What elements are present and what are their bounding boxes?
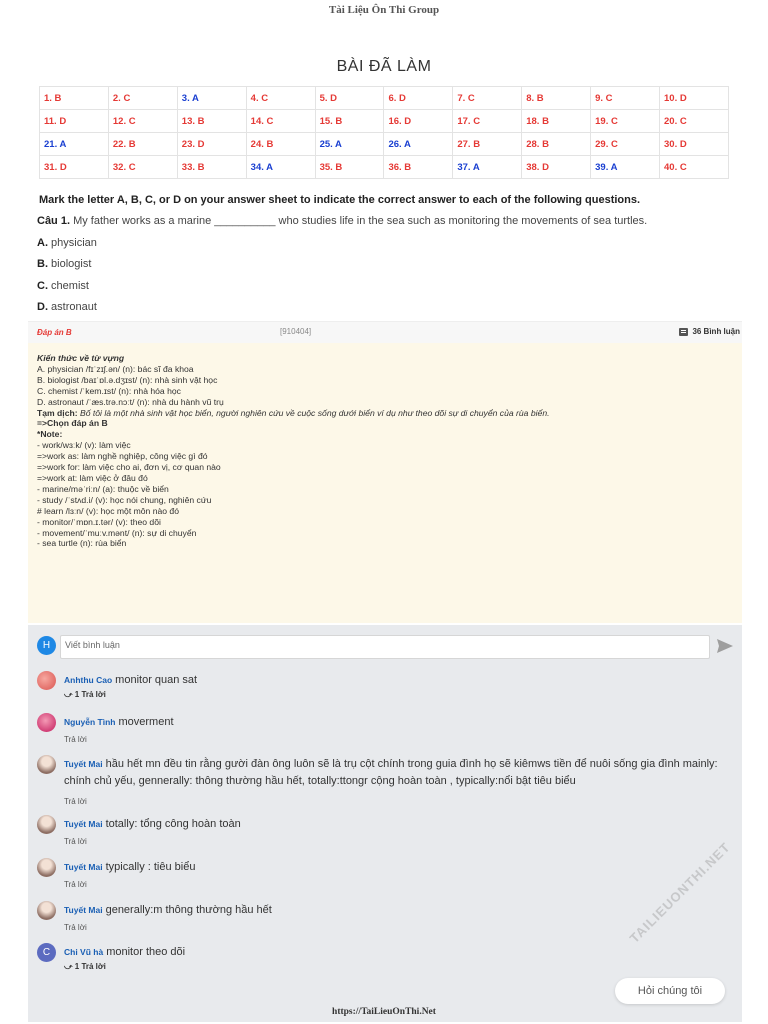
explanation-panel (28, 343, 742, 623)
answer-cell[interactable]: 17. C (453, 110, 522, 133)
explanation-line: =>Chọn đáp án B (37, 418, 108, 429)
answer-cell[interactable]: 40. C (660, 156, 729, 179)
comment-author[interactable]: Tuyết Mai (64, 862, 103, 872)
comment-line (64, 714, 734, 731)
answer-row (40, 110, 729, 133)
comment-text: monitor theo dõi (106, 946, 186, 958)
comment-line (64, 756, 734, 790)
comment-author[interactable]: Nguyễn Tình (64, 717, 116, 727)
avatar[interactable] (37, 671, 56, 690)
reply-button[interactable] (64, 923, 87, 932)
comment-line (64, 944, 734, 961)
answer-cell[interactable]: 32. C (108, 156, 177, 179)
answer-cell[interactable]: 30. D (660, 133, 729, 156)
answer-cell[interactable]: 14. C (246, 110, 315, 133)
explanation-line: - work/wɜːk/ (v): làm việc (37, 440, 131, 451)
answer-cell[interactable]: 2. C (108, 87, 177, 110)
reply-label: Trả lời (64, 797, 87, 806)
answer-cell[interactable]: 34. A (246, 156, 315, 179)
avatar[interactable] (37, 713, 56, 732)
explanation-line: B. biologist /baɪˈɒl.ə.dʒɪst/ (n): nhà sinh vật học (37, 374, 218, 385)
question-text (37, 215, 737, 227)
answer-cell[interactable]: 15. B (315, 110, 384, 133)
option-letter: C. (37, 280, 48, 292)
answer-cell[interactable]: 7. C (453, 87, 522, 110)
answer-cell[interactable]: 24. B (246, 133, 315, 156)
option-c[interactable] (37, 280, 89, 292)
answer-cell[interactable]: 36. B (384, 156, 453, 179)
answer-cell[interactable]: 28. B (522, 133, 591, 156)
avatar[interactable] (37, 755, 56, 774)
answer-row (40, 87, 729, 110)
comment-line (64, 902, 734, 919)
site-header: Tài Liệu Ôn Thi Group (328, 4, 440, 16)
answer-cell[interactable]: 20. C (660, 110, 729, 133)
translation-label: Tạm dịch: (37, 407, 78, 418)
translation-text: Bố tôi là một nhà sinh vật học biển, người nghiên cứu về cuộc sống dưới biển ví dụ như theo dõi sự di chuyển của rùa biển. (77, 407, 550, 418)
option-a[interactable] (37, 237, 97, 249)
reply-label: 1 Trả lời (74, 962, 106, 971)
question-label: Câu 1. (37, 215, 71, 227)
answer-cell[interactable]: 19. C (591, 110, 660, 133)
reply-button[interactable] (64, 837, 87, 846)
comment-input-row (37, 635, 735, 659)
answer-cell[interactable]: 31. D (40, 156, 109, 179)
comment-text: hầu hết mn đều tin rằng gười đàn ông luôn sẽ là trụ cột chính trong guia đình họ sẽ kiêmws tiền để nuôi sống gia đình mainly: chính chủ yếu, gennerally: thông thường hầu hết, totally:ttongr cộng hoàn toàn , typically:nổi bật tiêu biểu (64, 758, 718, 787)
reply-label: Trả lời (64, 880, 87, 889)
explanation-line: *Note: (37, 429, 63, 440)
option-text: physician (48, 237, 97, 249)
reply-label: Trả lời (64, 923, 87, 932)
question-id: [910404] (280, 327, 312, 336)
explanation-line: C. chemist /ˈkem.ɪst/ (n): nhà hóa học (37, 385, 181, 396)
answer-row (40, 133, 729, 156)
explanation-line: - sea turtle (n): rùa biển (37, 538, 127, 549)
comments-count-button[interactable] (679, 327, 740, 336)
comment-text: generally:m thông thường hầu hết (105, 904, 272, 916)
comment-icon (679, 328, 688, 336)
explanation-line: - monitor/ˈmɒn.ɪ.tər/ (v): theo dõi (37, 516, 161, 527)
comment-author[interactable]: Tuyết Mai (64, 759, 103, 769)
comments-count: 36 Bình luận (692, 327, 740, 336)
option-d[interactable] (37, 301, 97, 313)
comment-line (64, 859, 734, 876)
comment-text: typically : tiêu biểu (105, 861, 196, 873)
comment-input[interactable]: Viết bình luận (60, 635, 710, 659)
answer-cell[interactable]: 5. D (315, 87, 384, 110)
explanation-line: =>work for: làm việc cho ai, đơn vị, cơ quan nào (37, 462, 221, 473)
explanation-line: - study /ˈstʌd.i/ (v): học nói chung, nghiên cứu (37, 494, 212, 505)
avatar[interactable] (37, 858, 56, 877)
answer-cell[interactable]: 18. B (522, 110, 591, 133)
reply-arrow-icon: ⤻ (64, 962, 75, 971)
explanation-line: =>work as: làm nghề nghiệp, công việc gì đó (37, 451, 208, 462)
comment-author[interactable]: Chi Vũ hà (64, 947, 104, 957)
answer-cell[interactable]: 29. C (591, 133, 660, 156)
ask-us-button[interactable]: Hỏi chúng tôi (615, 978, 725, 1004)
explanation-line: =>work at: làm việc ở đâu đó (37, 472, 148, 483)
answer-cell[interactable]: 3. A (177, 87, 246, 110)
reply-button[interactable] (64, 797, 87, 806)
explanation-line: # learn /lɜːn/ (v): học một môn nào đó (37, 505, 179, 516)
avatar[interactable] (37, 815, 56, 834)
answer-cell[interactable]: 33. B (177, 156, 246, 179)
reply-label: 1 Trả lời (74, 690, 106, 699)
footer-url: https://TaiLieuOnThi.Net (332, 1007, 436, 1017)
comment-text: moverment (118, 716, 174, 728)
correct-answer: Đáp án B (37, 328, 72, 337)
comment-line (64, 672, 734, 689)
answer-cell[interactable]: 39. A (591, 156, 660, 179)
avatar[interactable]: C (37, 943, 56, 962)
explanation-line: Kiến thức về từ vựng (37, 353, 125, 363)
answer-cell[interactable]: 21. A (40, 133, 109, 156)
reply-button[interactable] (64, 735, 87, 744)
question-body: My father works as a marine __________ who studies life in the sea such as monitoring the movements of sea turtles. (70, 215, 648, 227)
answer-cell[interactable]: 12. C (108, 110, 177, 133)
answer-cell[interactable]: 37. A (453, 156, 522, 179)
reply-button[interactable] (64, 880, 87, 889)
answer-row (40, 156, 729, 179)
answer-cell[interactable]: 22. B (108, 133, 177, 156)
avatar[interactable] (37, 901, 56, 920)
option-letter: B. (37, 258, 48, 270)
answer-cell[interactable]: 25. A (315, 133, 384, 156)
reply-label: Trả lời (64, 837, 87, 846)
answer-cell[interactable]: 13. B (177, 110, 246, 133)
answer-cell[interactable]: 9. C (591, 87, 660, 110)
explanation-line: D. astronaut /ˈæs.trə.nɔːt/ (n): nhà du hành vũ trụ (37, 396, 224, 407)
comment-author[interactable]: Tuyết Mai (64, 819, 103, 829)
answer-cell[interactable]: 6. D (384, 87, 453, 110)
answer-cell[interactable]: 35. B (315, 156, 384, 179)
page-title: BÀI ĐÃ LÀM (336, 58, 432, 75)
answer-sheet-table (39, 86, 729, 179)
send-icon[interactable] (715, 637, 735, 655)
reply-label: Trả lời (64, 735, 87, 744)
explanation-line: A. physician /fɪˈzɪʃ.ən/ (n): bác sĩ đa khoa (37, 363, 194, 374)
answer-cell[interactable]: 10. D (660, 87, 729, 110)
answer-bar (28, 321, 742, 343)
explanation-line: - movement/ˈmuːv.mənt/ (n): sự di chuyển (37, 527, 197, 538)
comment-author[interactable]: Tuyết Mai (64, 905, 103, 915)
user-avatar: H (37, 636, 56, 655)
explanation-line: - marine/məˈriːn/ (a): thuộc về biển (37, 483, 169, 494)
option-text: biologist (48, 258, 92, 270)
explanation-line (37, 408, 733, 419)
comment-text: monitor quan sat (115, 674, 198, 686)
answer-cell[interactable]: 26. A (384, 133, 453, 156)
answer-cell[interactable]: 8. B (522, 87, 591, 110)
answer-cell[interactable]: 23. D (177, 133, 246, 156)
option-letter: D. (37, 301, 48, 313)
option-text: chemist (48, 280, 89, 292)
answer-cell[interactable]: 4. C (246, 87, 315, 110)
answer-cell[interactable]: 27. B (453, 133, 522, 156)
reply-button[interactable] (64, 690, 106, 700)
answer-cell[interactable]: 11. D (40, 110, 109, 133)
answer-cell[interactable]: 38. D (522, 156, 591, 179)
watermark: TAILIEUONTHI.NET (626, 839, 734, 946)
comment-author[interactable]: Anhthu Cao (64, 675, 113, 685)
option-letter: A. (37, 237, 48, 249)
comments-section (28, 625, 742, 1022)
option-text: astronaut (48, 301, 97, 313)
answer-cell[interactable]: 1. B (40, 87, 109, 110)
comment-line (64, 816, 734, 833)
reply-button[interactable] (64, 962, 106, 972)
answer-cell[interactable]: 16. D (384, 110, 453, 133)
reply-arrow-icon: ⤻ (64, 690, 75, 699)
comment-text: totally: tổng công hoàn toàn (105, 818, 241, 830)
instruction-text: Mark the letter A, B, C, or D on your answer sheet to indicate the correct answer to each of the following questions. (39, 194, 641, 206)
option-b[interactable] (37, 258, 91, 270)
